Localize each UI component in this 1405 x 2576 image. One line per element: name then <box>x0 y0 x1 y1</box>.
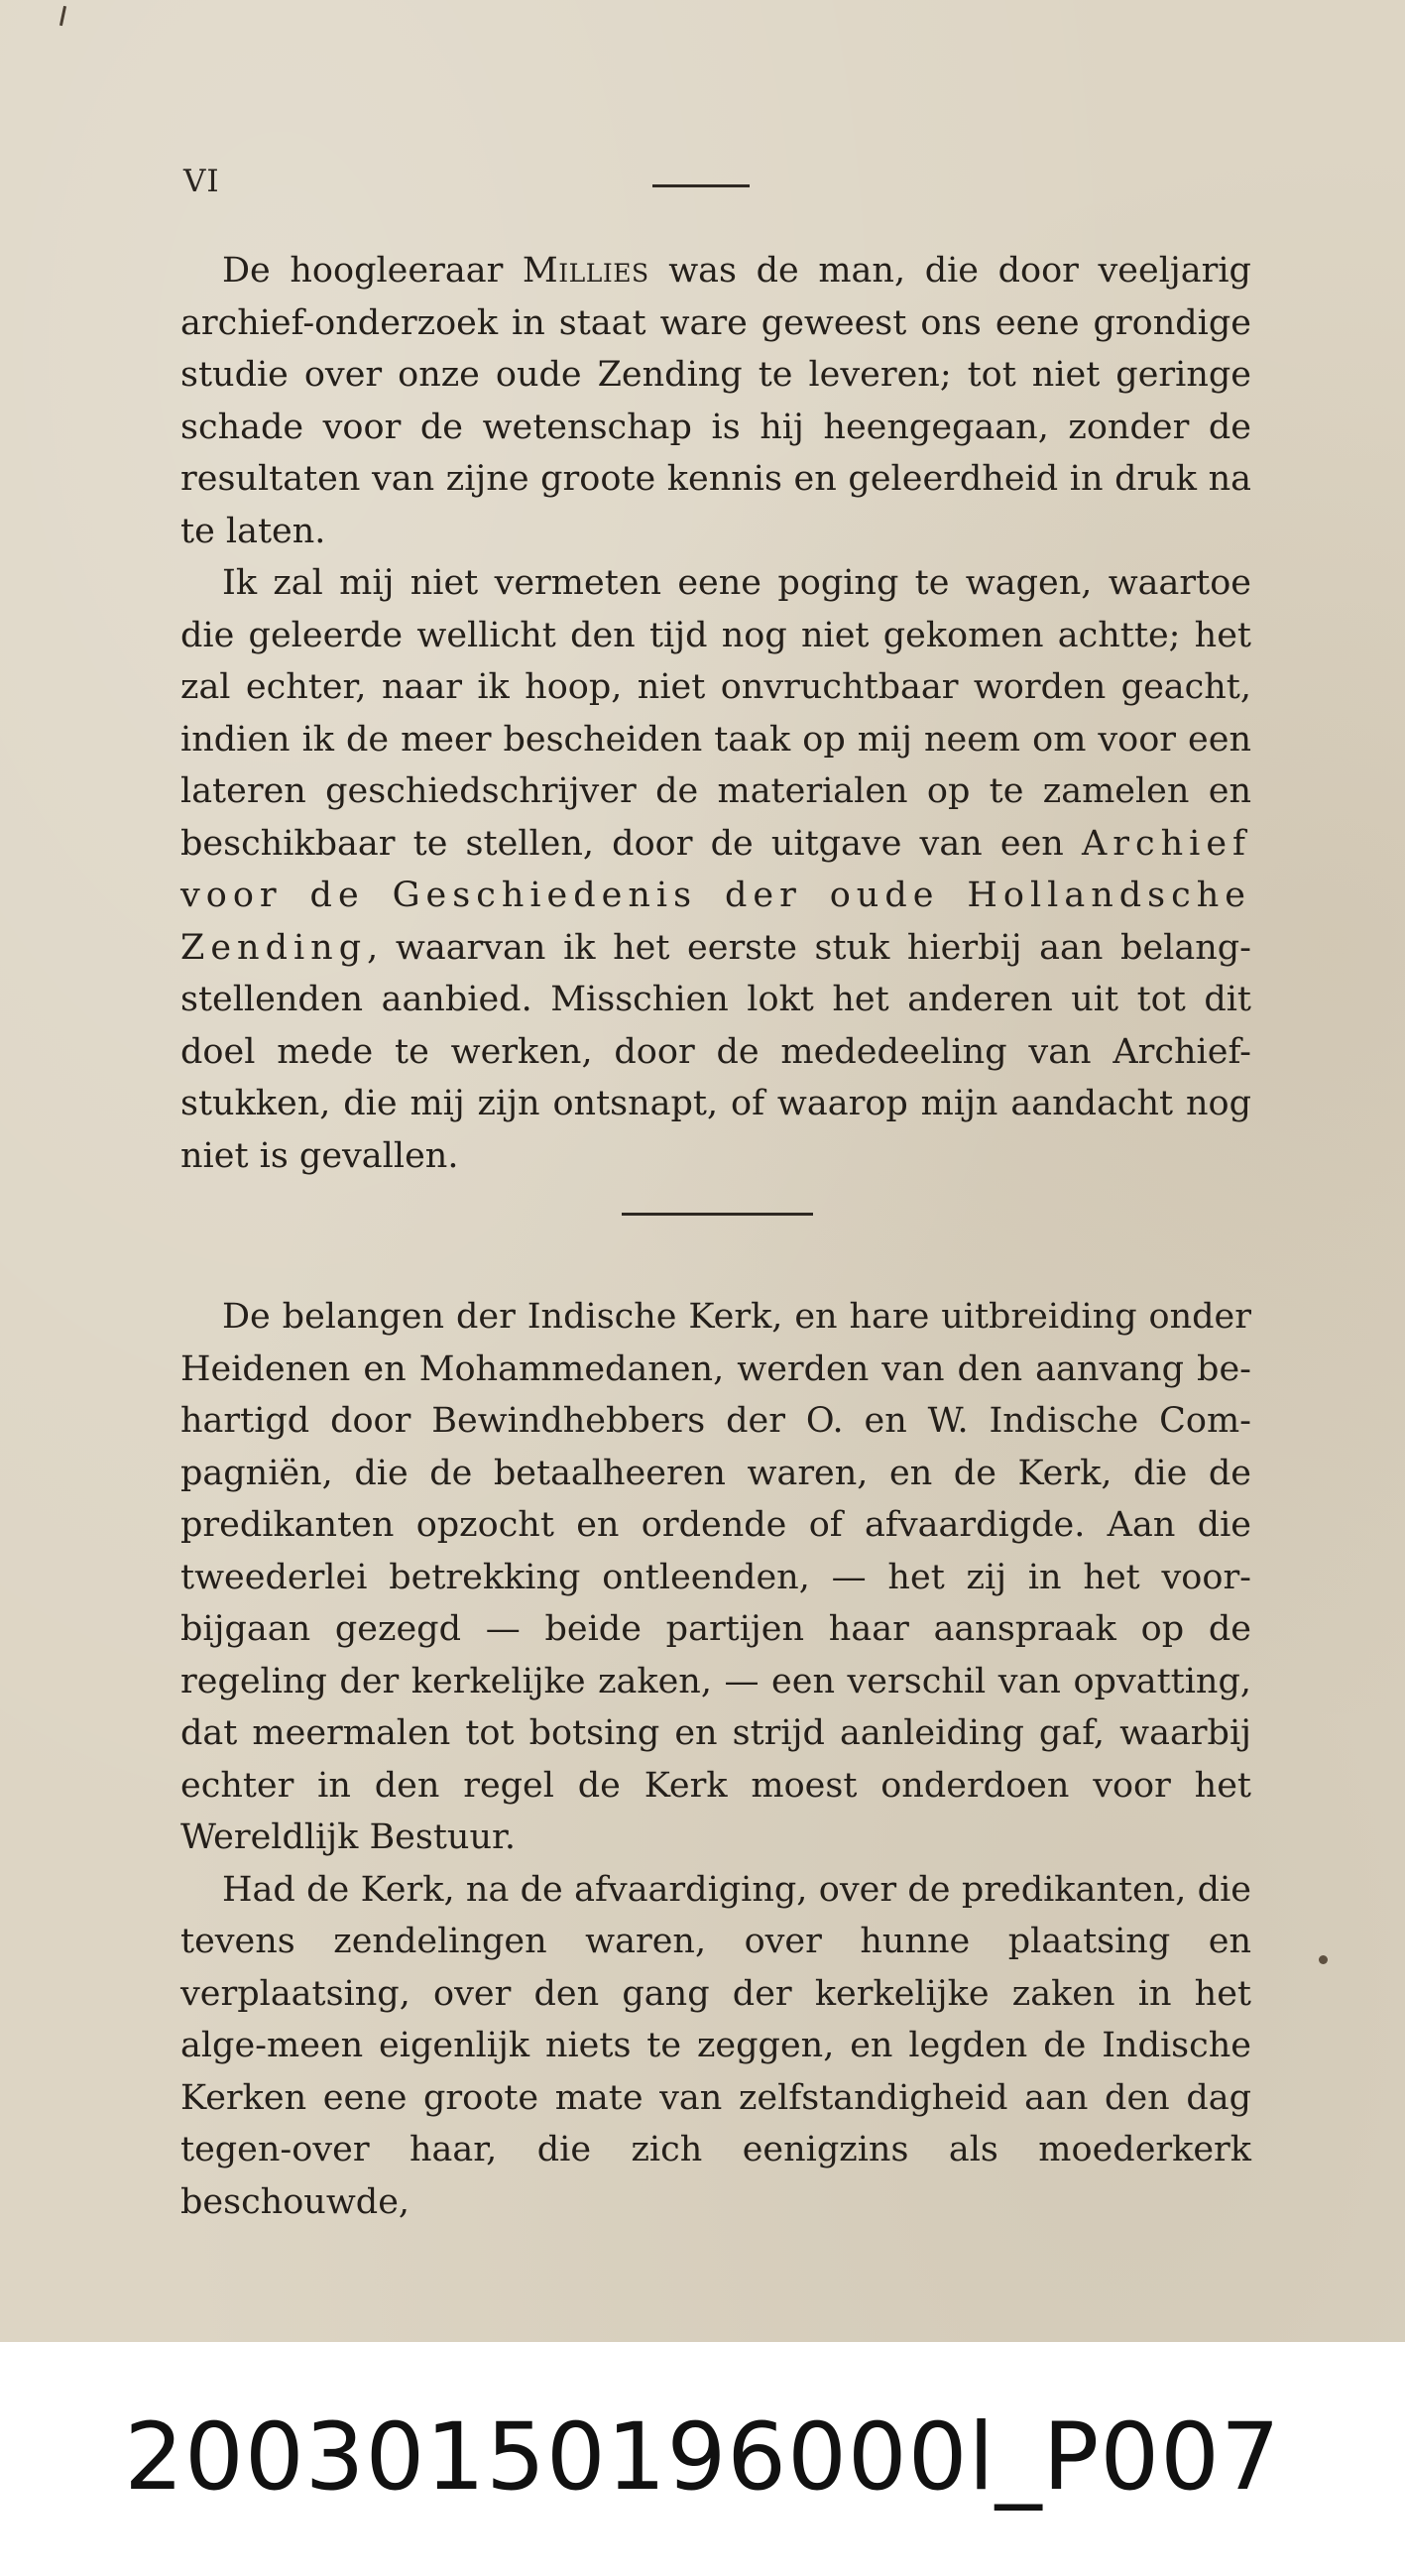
paragraph-archief <box>180 557 1251 1182</box>
paragraph-text: , waarvan ik het eerste stuk hierbij aan belang-stellenden aanbied. Misschien lokt het anderen uit tot dit doel mede te werken, door de mededeeling van Archief-stukken, die mij zijn ontsnapt, of waarop mijn aandacht nog niet is gevallen. <box>180 927 1251 1176</box>
paragraph-text: Ik zal mij niet vermeten eene poging te wagen, waartoe die geleerde wellicht den tijd nog niet gekomen achtte; het zal echter, naar ik hoop, niet onvruchtbaar worden geacht, indien ik de meer bescheiden taak op mij neem om voor een lateren geschiedschrijver de materialen op te zamelen en beschikbaar te stellen, door de uitgave van een <box>180 563 1251 864</box>
series-title: Archief voor de Geschiedenis der oude Hollandsche Zending <box>180 823 1251 968</box>
paragraph-text: De hoogleeraar <box>222 251 504 291</box>
scan-id-label: 20030150196000l_P007 <box>124 2403 1281 2512</box>
bottom-text-section <box>180 1291 1251 2228</box>
paragraph-text: was de man, die door veeljarig archief-onderzoek in staat ware geweest ons eene grondige studie over onze oude Zending te leveren; tot niet geringe schade voor de wetenschap is hij heengegaan, zonder de resultaten van zijne groote kennis en geleerdheid in druk na te laten. <box>180 251 1251 551</box>
top-text-section <box>180 245 1251 1182</box>
author-name: Millies <box>522 251 649 291</box>
section-divider <box>622 1213 813 1216</box>
paragraph-millies <box>180 245 1251 557</box>
header-dash <box>652 184 750 187</box>
paper-speck <box>1319 1955 1328 1964</box>
page-number: VI <box>183 164 220 199</box>
paragraph-indische-kerk: De belangen der Indische Kerk, en hare uitbreiding onder Heidenen en Mohammedanen, werden van den aanvang be-hartigd door Bewindhebbers der O. en W. Indische Com-pagniën, die de betaalheeren waren, en de Kerk, die de predikanten opzocht en ordende of afvaardigde. Aan die tweederlei betrekking ontleenden, — het zij in het voor-bijgaan gezegd — beide partijen haar aanspraak op de regeling der kerkelijke zaken, — een verschil van opvatting, dat meermalen tot botsing en strijd aanleiding gaf, waarbij echter in den regel de Kerk moest onderdoen voor het Wereldlijk Bestuur. <box>180 1297 1251 1857</box>
paper-edge-mark <box>59 6 66 26</box>
paragraph-afvaardiging: Had de Kerk, na de afvaardiging, over de predikanten, die tevens zendelingen waren, over hunne plaatsing en verplaatsing, over den gang der kerkelijke zaken in het alge-meen eigenlijk niets te zeggen, en legden de Indische Kerken eene groote mate van zelfstandigheid aan den dag tegen-over haar, die zich eenigzins als moederkerk beschouwde, <box>180 1869 1251 2222</box>
